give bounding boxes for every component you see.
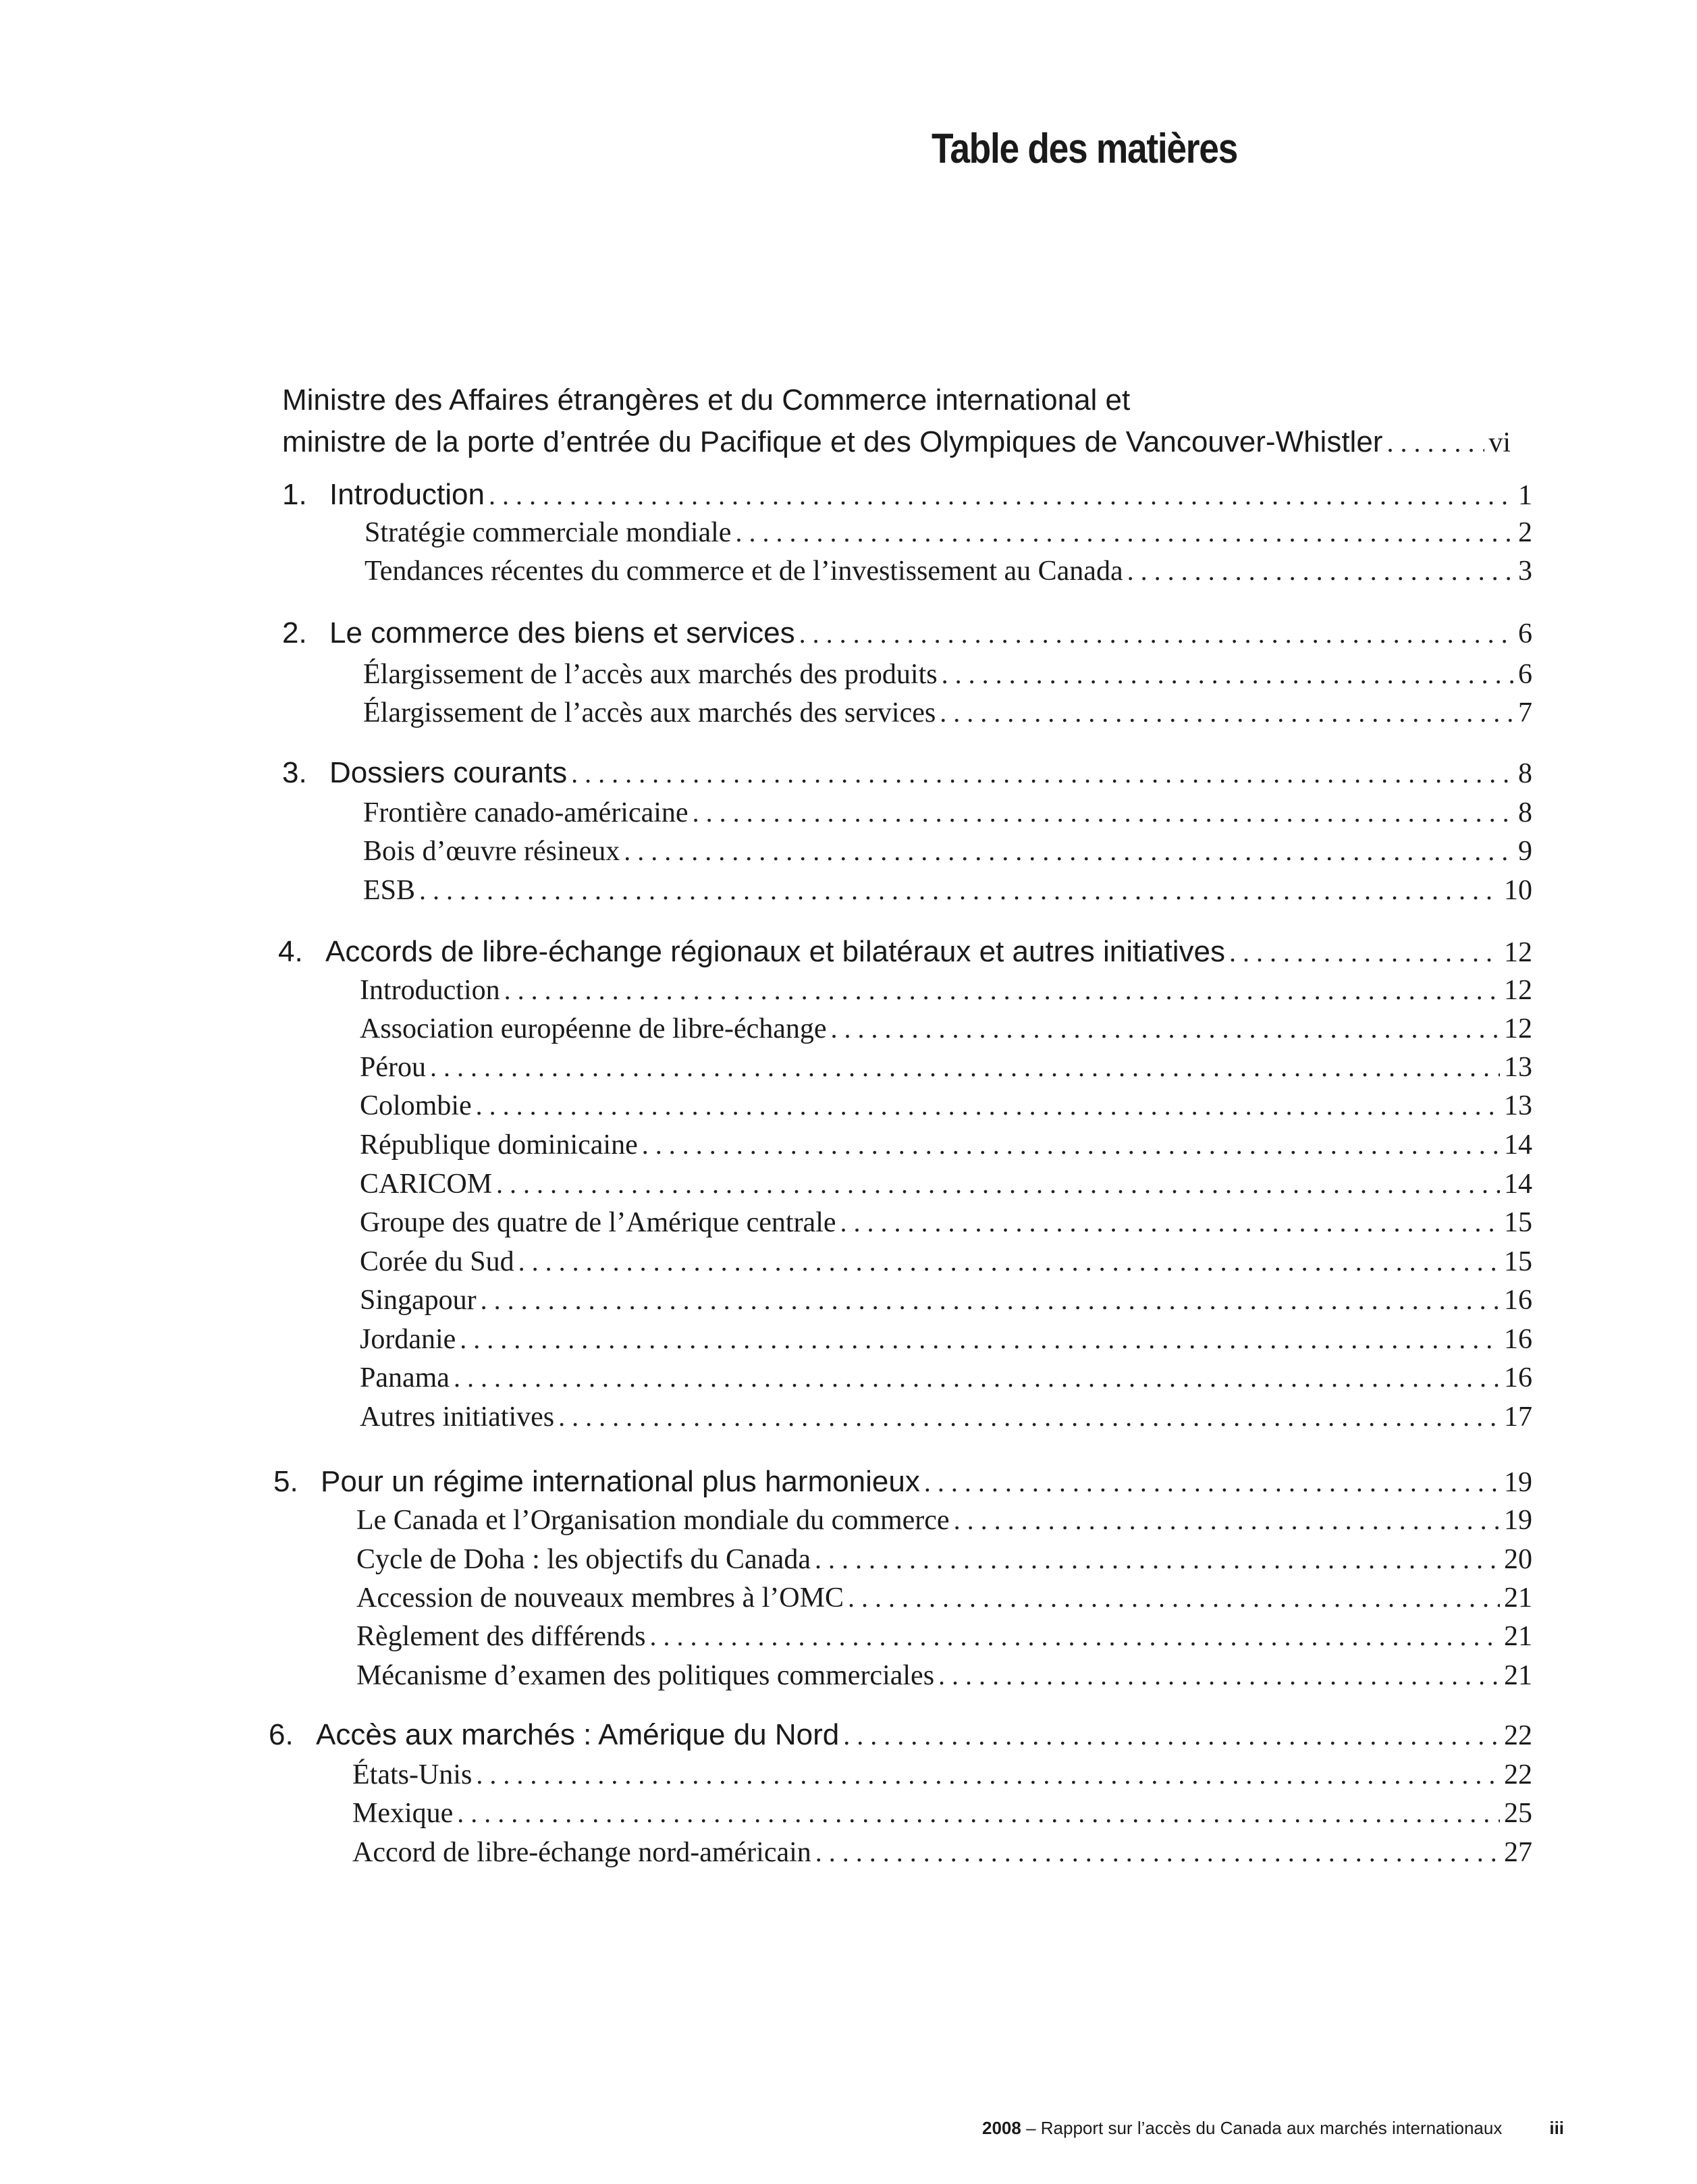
page-number: 20 — [1504, 1544, 1532, 1575]
toc-section[interactable] — [356, 1543, 1532, 1576]
toc-section[interactable] — [356, 1504, 1532, 1537]
toc-chapter-3[interactable] — [282, 756, 1532, 790]
dot-leader — [735, 516, 1514, 548]
section-title: Élargissement de l’accès aux marchés des services — [363, 697, 936, 728]
page-number: 12 — [1504, 975, 1532, 1006]
page-number: 12 — [1504, 937, 1532, 968]
dot-leader — [624, 835, 1514, 867]
toc-section[interactable] — [360, 1362, 1532, 1394]
dot-leader — [454, 1362, 1500, 1393]
toc-section[interactable] — [363, 797, 1532, 829]
toc-section[interactable] — [360, 1013, 1532, 1045]
page-number: 22 — [1504, 1720, 1532, 1751]
section-title: États-Unis — [352, 1759, 473, 1790]
section-title: Introduction — [360, 975, 500, 1006]
chapter-title-text: Introduction — [329, 478, 485, 511]
section-title: Mécanisme d’examen des politiques commerciales — [356, 1660, 935, 1691]
page-number: 21 — [1504, 1621, 1532, 1652]
page-number: 15 — [1504, 1207, 1532, 1238]
chapter-number: 1. — [282, 478, 307, 511]
dot-leader — [649, 1620, 1500, 1652]
section-title: Singapour — [360, 1285, 477, 1316]
page-number: 8 — [1518, 797, 1532, 828]
toc-section[interactable] — [352, 1836, 1532, 1869]
dot-leader — [938, 1659, 1500, 1691]
chapter-title — [282, 616, 795, 650]
chapter-title-text: Le commerce des biens et services — [329, 616, 795, 649]
page-number: 25 — [1504, 1798, 1532, 1829]
intro-heading-line2: ministre de la porte d’entrée du Pacifique et des Olympiques de Vancouver-Whistler — [282, 425, 1383, 458]
toc-entry-minister[interactable] — [282, 425, 1511, 459]
folio: iii — [1549, 2118, 1565, 2138]
dot-leader — [504, 974, 1500, 1006]
dot-leader — [518, 1246, 1500, 1277]
toc-section[interactable] — [360, 1206, 1532, 1239]
dot-leader — [815, 1836, 1500, 1868]
page-number: 1 — [1518, 480, 1532, 511]
section-title: CARICOM — [360, 1169, 493, 1200]
dot-leader — [481, 1284, 1500, 1316]
dot-leader — [924, 1466, 1500, 1498]
dot-leader — [1229, 936, 1500, 968]
dot-leader — [843, 1720, 1500, 1751]
dot-leader — [840, 1206, 1500, 1238]
footer-title: – Rapport sur l’accès du Canada aux marchés internationaux — [1021, 2118, 1503, 2138]
dot-leader — [831, 1013, 1500, 1044]
chapter-title — [269, 1718, 839, 1752]
section-title: Pérou — [360, 1052, 426, 1083]
page-number: 17 — [1504, 1402, 1532, 1433]
page-number: 21 — [1504, 1582, 1532, 1614]
page-number: 7 — [1518, 697, 1532, 728]
chapter-title-text: Accès aux marchés : Amérique du Nord — [316, 1718, 840, 1751]
section-title: Accession de nouveaux membres à l’OMC — [356, 1582, 844, 1614]
page-number: 16 — [1504, 1362, 1532, 1393]
page-number: 14 — [1504, 1169, 1532, 1200]
section-title: Règlement des différends — [356, 1621, 646, 1652]
page-number: 21 — [1504, 1660, 1532, 1691]
chapter-title-text: Accords de libre-échange régionaux et bilatéraux et autres initiatives — [325, 935, 1225, 968]
page-title: Table des matières — [932, 126, 1237, 172]
page-number: 16 — [1504, 1285, 1532, 1316]
dot-leader — [954, 1504, 1500, 1536]
section-title: Groupe des quatre de l’Amérique centrale — [360, 1207, 836, 1238]
toc-section[interactable] — [352, 1797, 1532, 1830]
toc-chapter-1[interactable] — [282, 478, 1532, 512]
footer-year: 2008 — [982, 2118, 1021, 2138]
page-number: 16 — [1504, 1324, 1532, 1355]
dot-leader — [571, 757, 1514, 789]
dot-leader — [942, 658, 1514, 690]
dot-leader — [476, 1090, 1500, 1121]
dot-leader — [1386, 427, 1484, 458]
page-number: 13 — [1504, 1052, 1532, 1083]
section-title: Bois d’œuvre résineux — [363, 836, 620, 867]
page-number: 19 — [1504, 1505, 1532, 1536]
section-title: Panama — [360, 1362, 450, 1393]
page-number: 27 — [1504, 1837, 1532, 1868]
dot-leader — [489, 479, 1514, 511]
section-title: Stratégie commerciale mondiale — [365, 517, 732, 548]
page-number: 12 — [1504, 1013, 1532, 1044]
toc-section[interactable] — [360, 1168, 1532, 1200]
chapter-number: 5. — [273, 1465, 298, 1498]
toc-section[interactable] — [363, 874, 1532, 907]
section-title: Autres initiatives — [360, 1402, 555, 1433]
section-title: Accord de libre-échange nord-américain — [352, 1837, 811, 1868]
page-number: 19 — [1504, 1467, 1532, 1498]
dot-leader — [476, 1759, 1500, 1790]
section-title: Corée du Sud — [360, 1246, 514, 1277]
toc-section[interactable] — [363, 835, 1532, 868]
toc-section[interactable] — [360, 974, 1532, 1007]
section-title: Colombie — [360, 1090, 472, 1121]
chapter-number: 2. — [282, 616, 307, 649]
chapter-title-text: Pour un régime international plus harmonieux — [321, 1465, 920, 1498]
section-title: Jordanie — [360, 1324, 456, 1355]
page-number: 9 — [1518, 836, 1532, 867]
intro-heading-line1: Ministre des Affaires étrangères et du Commerce international et — [282, 383, 1131, 417]
page-footer — [982, 2118, 1564, 2139]
page-number: 6 — [1518, 618, 1532, 649]
toc-section[interactable] — [360, 1323, 1532, 1356]
dot-leader — [815, 1543, 1500, 1575]
dot-leader — [940, 697, 1514, 728]
section-title: Cycle de Doha : les objectifs du Canada — [356, 1544, 811, 1575]
chapter-title — [282, 478, 485, 512]
toc-section[interactable] — [363, 697, 1532, 729]
toc-section[interactable] — [360, 1051, 1532, 1084]
page-number: 6 — [1518, 659, 1532, 690]
chapter-number: 6. — [269, 1718, 294, 1751]
dot-leader — [848, 1582, 1500, 1614]
page-number: vi — [1488, 427, 1511, 458]
toc-section[interactable] — [360, 1401, 1532, 1433]
dot-leader — [457, 1797, 1500, 1829]
page-number: 14 — [1504, 1129, 1532, 1161]
section-title: ESB — [363, 875, 416, 906]
dot-leader — [460, 1323, 1500, 1355]
dot-leader — [419, 874, 1500, 906]
toc-section[interactable] — [360, 1129, 1532, 1161]
toc-section[interactable] — [356, 1659, 1532, 1692]
dot-leader — [496, 1168, 1500, 1200]
toc-section[interactable] — [365, 555, 1532, 587]
section-title: Mexique — [352, 1798, 454, 1829]
section-title: Frontière canado-américaine — [363, 797, 689, 828]
section-title: Tendances récentes du commerce et de l’investissement au Canada — [365, 556, 1123, 587]
toc-chapter-2[interactable] — [282, 616, 1532, 650]
dot-leader — [558, 1401, 1500, 1433]
section-title: Élargissement de l’accès aux marchés des produits — [363, 659, 938, 690]
chapter-title-text: Dossiers courants — [329, 756, 568, 789]
dot-leader — [693, 797, 1514, 828]
toc-section[interactable] — [356, 1620, 1532, 1653]
toc-section[interactable] — [360, 1284, 1532, 1316]
chapter-number: 4. — [278, 935, 303, 968]
page-number: 3 — [1518, 556, 1532, 587]
section-title: Association européenne de libre-échange — [360, 1013, 827, 1044]
toc-chapter-4[interactable] — [278, 935, 1532, 969]
dot-leader — [799, 618, 1514, 649]
dot-leader — [430, 1051, 1500, 1083]
chapter-title — [273, 1465, 920, 1499]
page-number: 15 — [1504, 1246, 1532, 1277]
toc-section[interactable] — [352, 1759, 1532, 1791]
chapter-title — [278, 935, 1225, 969]
dot-leader — [1127, 555, 1514, 587]
page-number: 2 — [1518, 517, 1532, 548]
toc-section[interactable] — [360, 1246, 1532, 1278]
section-title: Le Canada et l’Organisation mondiale du commerce — [356, 1505, 950, 1536]
toc-chapter-6[interactable] — [269, 1718, 1532, 1752]
toc-section[interactable] — [363, 658, 1532, 691]
chapter-number: 3. — [282, 756, 307, 789]
toc-section[interactable] — [365, 516, 1532, 549]
page-number: 22 — [1504, 1759, 1532, 1790]
toc-section[interactable] — [356, 1582, 1532, 1614]
section-title: République dominicaine — [360, 1129, 638, 1161]
chapter-title — [282, 756, 567, 790]
toc-section[interactable] — [360, 1090, 1532, 1122]
page-number: 8 — [1518, 758, 1532, 789]
toc-chapter-5[interactable] — [273, 1465, 1532, 1499]
dot-leader — [642, 1129, 1500, 1161]
page-number: 13 — [1504, 1090, 1532, 1121]
page-number: 10 — [1504, 875, 1532, 906]
